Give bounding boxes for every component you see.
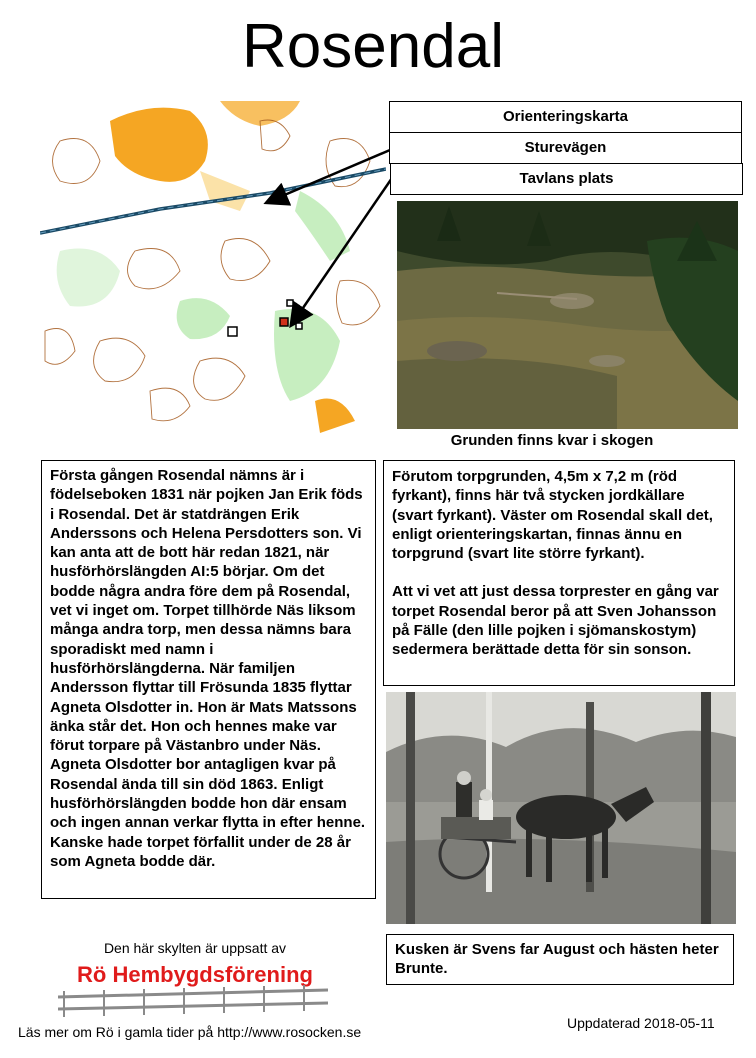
forest-photo bbox=[397, 201, 738, 429]
org-name: Rö Hembygdsförening bbox=[77, 962, 313, 987]
history-paragraph: Första gången Rosendal nämns är i födelseboken 1831 när pojken Jan Erik föds i Rosendal. Det är statdrängen Erik Anderssons och Helena Persdotters son. Vi kan anta att de bott här redan 1821, när husförhörslängden AI:5 börjar. Om det bodde några andra före dem på Rosendal, vet vi inget om. Torpet tillhörde Näs liksom många andra torp, men dessa nämns bara sporadiskt med namn i husförhörslängderna. När familjen Andersson flyttar till Frösunda 1835 flyttar Agneta Olsdotter in. Hon är Mats Matssons änka står det. Hon och hennes make var förut torpare på Västanbro under Näs. bbox=[50, 467, 363, 755]
sign-text: Den här skylten är uppsatt av bbox=[103, 940, 287, 956]
sign-location-label: Tavlans plats bbox=[390, 163, 743, 195]
historical-photo bbox=[386, 692, 736, 924]
orienteering-map-label: Orienteringskarta bbox=[389, 101, 742, 133]
photo-caption: Grunden finns kvar i skogen bbox=[450, 432, 654, 449]
site-paragraph: Förutom torpgrunden, 4,5m x 7,2 m (röd fyrkant), finns här två stycken jordkällare (svart fyrkant). Väster om Rosendal skall det, enligt orienteringskartan, finnas ännu en torpgrund (svart lite större fyrkant). bbox=[392, 468, 713, 563]
site-description-box bbox=[383, 460, 735, 686]
updated-date: Uppdaterad 2018-05-11 bbox=[567, 1015, 715, 1031]
more-info-link: Läs mer om Rö i gamla tider på http://www.rosocken.se bbox=[18, 1024, 362, 1040]
history-paragraph: Agneta Olsdotter bor antagligen kvar på Rosendal ända till sin död 1863. Enligt husförhörslängden bodde hon där ensam och ingen annan verkar flytta in efter henne. Kanske hade torpet förfallit under de 28 år som Agneta bodde där. bbox=[50, 756, 366, 870]
road-label: Sturevägen bbox=[389, 132, 742, 164]
page-title: Rosendal bbox=[242, 12, 504, 81]
site-paragraph: Att vi vet att just dessa torprester en gång var torpet Rosendal beror på att Sven Johansson på Fälle (den lille pojken i sjömanskostym) sedermera berättade detta för sin sonson. bbox=[392, 583, 719, 659]
photo2-caption: Kusken är Svens far August och hästen heter Brunte. bbox=[386, 934, 734, 985]
history-text-box bbox=[41, 460, 376, 899]
fence-logo-icon bbox=[58, 985, 328, 1017]
